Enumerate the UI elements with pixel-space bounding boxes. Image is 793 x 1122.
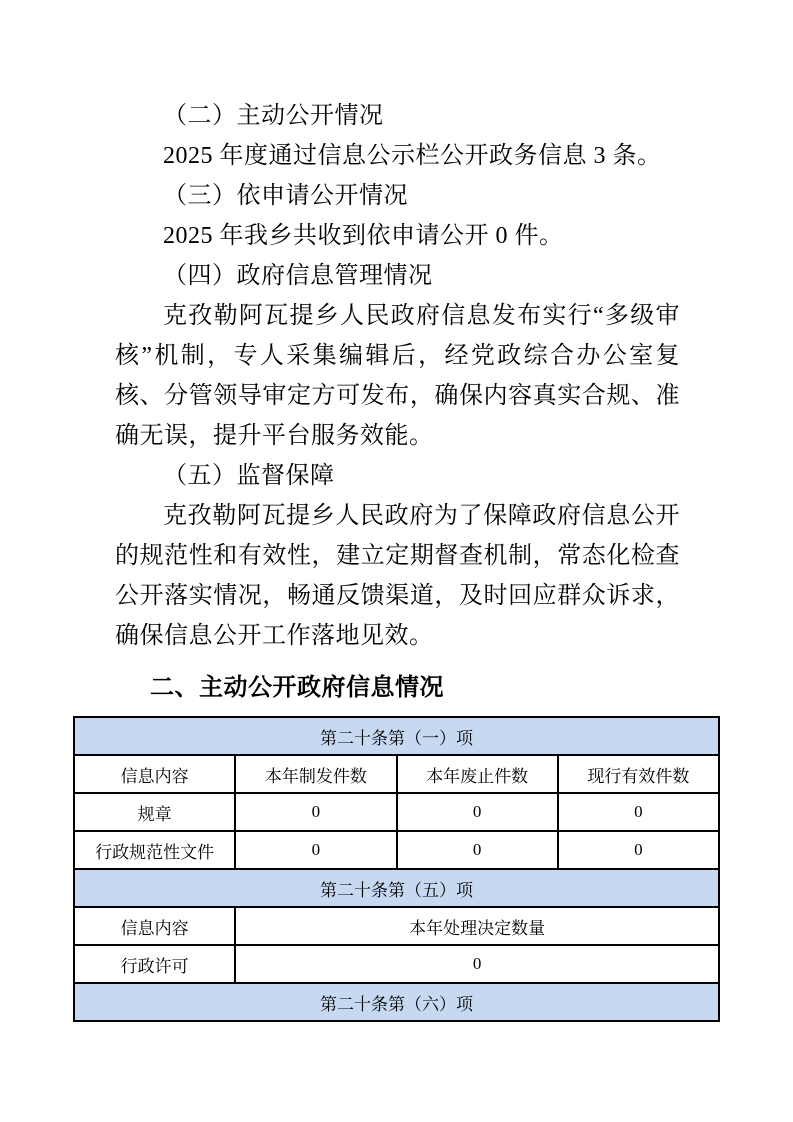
row-label-administrative-license: 行政许可 <box>74 945 235 983</box>
table-row-normative-documents <box>74 831 719 869</box>
row-label-normative-documents: 行政规范性文件 <box>74 831 235 869</box>
subheading-proactive-disclosure: （二）主动公开情况 <box>163 103 384 129</box>
regulations-repealed-count: 0 <box>397 793 558 831</box>
paragraph-disclosure-upon-request: 2025 年我乡共收到依申请公开 0 件。 <box>163 223 564 249</box>
disclosure-table <box>73 716 720 1022</box>
normative-documents-valid-count: 0 <box>558 831 719 869</box>
paragraph-proactive-disclosure: 2025 年度通过信息公示栏公开政务信息 3 条。 <box>163 143 662 169</box>
column-header-info-content: 信息内容 <box>74 755 235 793</box>
table-row-regulations <box>74 793 719 831</box>
section-title-article20-item6: 第二十条第（六）项 <box>74 983 719 1021</box>
table-header-row-item5 <box>74 907 719 945</box>
table-section-row-article20-item1 <box>74 717 719 755</box>
table-section-row-article20-item6 <box>74 983 719 1021</box>
administrative-license-decision-count: 0 <box>235 945 719 983</box>
subheading-supervision-guarantee: （五）监督保障 <box>163 463 335 489</box>
column-header-issued-this-year: 本年制发件数 <box>235 755 396 793</box>
column-header-info-content-item5: 信息内容 <box>74 907 235 945</box>
table-row-administrative-license <box>74 945 719 983</box>
normative-documents-repealed-count: 0 <box>397 831 558 869</box>
table-section-row-article20-item5 <box>74 869 719 907</box>
column-header-currently-valid: 现行有效件数 <box>558 755 719 793</box>
regulations-issued-count: 0 <box>235 793 396 831</box>
section-title-article20-item5: 第二十条第（五）项 <box>74 869 719 907</box>
subheading-disclosure-upon-request: （三）依申请公开情况 <box>163 183 408 209</box>
regulations-valid-count: 0 <box>558 793 719 831</box>
table-header-row <box>74 755 719 793</box>
row-label-regulations: 规章 <box>74 793 235 831</box>
section-heading: 二、主动公开政府信息情况 <box>150 674 444 701</box>
paragraph-supervision-guarantee: 克孜勒阿瓦提乡人民政府为了保障政府信息公开的规范性和有效性，建立定期督查机制，常态化检查公开落实情况，畅通反馈渠道，及时回应群众诉求，确保信息公开工作落地见效。 <box>115 503 680 649</box>
column-header-decisions-this-year: 本年处理决定数量 <box>235 907 719 945</box>
section-title-article20-item1: 第二十条第（一）项 <box>74 717 719 755</box>
paragraph-information-management: 克孜勒阿瓦提乡人民政府信息发布实行“多级审核”机制，专人采集编辑后，经党政综合办公室复核、分管领导审定方可发布，确保内容真实合规、准确无误，提升平台服务效能。 <box>115 303 680 449</box>
column-header-repealed-this-year: 本年废止件数 <box>397 755 558 793</box>
subheading-information-management: （四）政府信息管理情况 <box>163 263 433 289</box>
normative-documents-issued-count: 0 <box>235 831 396 869</box>
